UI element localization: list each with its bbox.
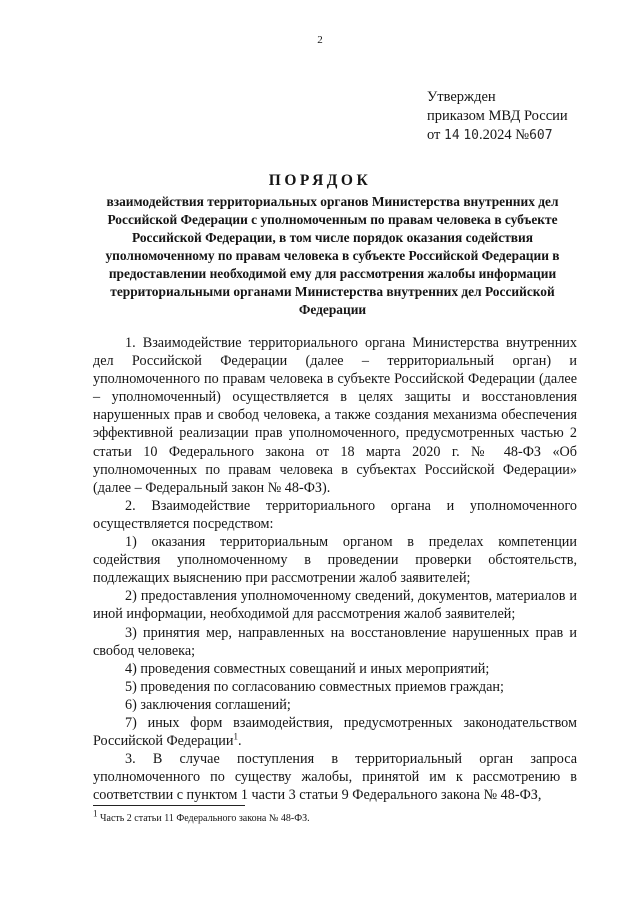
paragraph-2: 2. Взаимодействие территориального органа и уполномоченного осуществляется посредством: (93, 497, 577, 532)
document-title: ПОРЯДОК (268, 172, 372, 189)
list-item-2: 2) предоставления уполномоченному сведений, документов, материалов и иной информации, необходимой для рассмотрения жалоб заявителей; (93, 588, 577, 623)
footnote-reference: 1 (233, 731, 238, 742)
document-body (93, 334, 577, 804)
approval-line-date (427, 126, 627, 145)
approval-number-sign: № (515, 127, 530, 143)
approval-line-approved: Утвержден (427, 89, 496, 105)
list-item-4: 4) проведения совместных совещаний и иных мероприятий; (125, 660, 490, 677)
approval-stamp (427, 88, 627, 145)
list-item-5: 5) проведения по согласованию совместных приемов граждан; (125, 678, 504, 695)
approval-date-day: 14 (444, 128, 460, 143)
approval-number-value: 607 (529, 128, 553, 143)
list-item-6: 6) заключения соглашений; (125, 696, 291, 713)
footnote (93, 808, 573, 825)
paragraph-1: 1. Взаимодействие территориального органа Министерства внутренних дел Российской Федерации (далее – территориальный орган) и уполномоченного по правам человека в субъекте Российской Федерации (далее – уполномоченный) осуществляется в целях защиты и восстановления нарушенных прав и свобод человека, а также создания механизма обеспечения эффективной реализации прав уполномоченного, предусмотренных частью 2 статьи 10 Федерального закона от 18 марта 2020 г. № 48-ФЗ «Об уполномоченных по правам человека в субъектах Российской Федерации» (далее – Федеральный закон № 48-ФЗ). (93, 335, 577, 496)
list-item-7-text: 7) иных форм взаимодействия, предусмотренных законодательством Российской Федерации (93, 714, 577, 750)
footnote-divider (93, 805, 245, 806)
list-item-1: 1) оказания территориальным органом в пределах компетенции содействия уполномоченному в проведении проверки обстоятельств, подлежащих выяснению при рассмотрении жалоб заявителей; (93, 534, 577, 587)
approval-date-year: .2024 (478, 127, 512, 143)
document-subtitle: взаимодействия территориальных органов Министерства внутренних дел Российской Федерации с уполномоченным по правам человека в субъекте Российской Федерации, в том числе порядок оказания содействия уполномоченному по правам человека в субъекте Российской Федерации в предоставлении необходимой ему для рассмотрения жалобы информации территориальными органами Министерства внутренних дел Российской Федерации (105, 194, 560, 317)
footnote-text: Часть 2 статьи 11 Федерального закона № 48-ФЗ. (100, 813, 310, 824)
paragraph-3: 3. В случае поступления в территориальный орган запроса уполномоченного по существу жалобы, принятой им к рассмотрению в соответствии с пунктом 1 части 3 статьи 9 Федерального закона № 48-ФЗ, (93, 751, 577, 804)
footnote-marker: 1 (93, 808, 98, 819)
approval-line-order: приказом МВД России (427, 108, 568, 124)
list-item-7 (93, 714, 577, 750)
list-item-7-period: . (237, 733, 242, 750)
list-item-3: 3) принятия мер, направленных на восстановление нарушенных прав и свобод человека; (93, 624, 577, 659)
page-number: 2 (317, 34, 323, 46)
approval-date-prefix: от (427, 127, 441, 143)
approval-date-month: 10 (463, 128, 479, 143)
